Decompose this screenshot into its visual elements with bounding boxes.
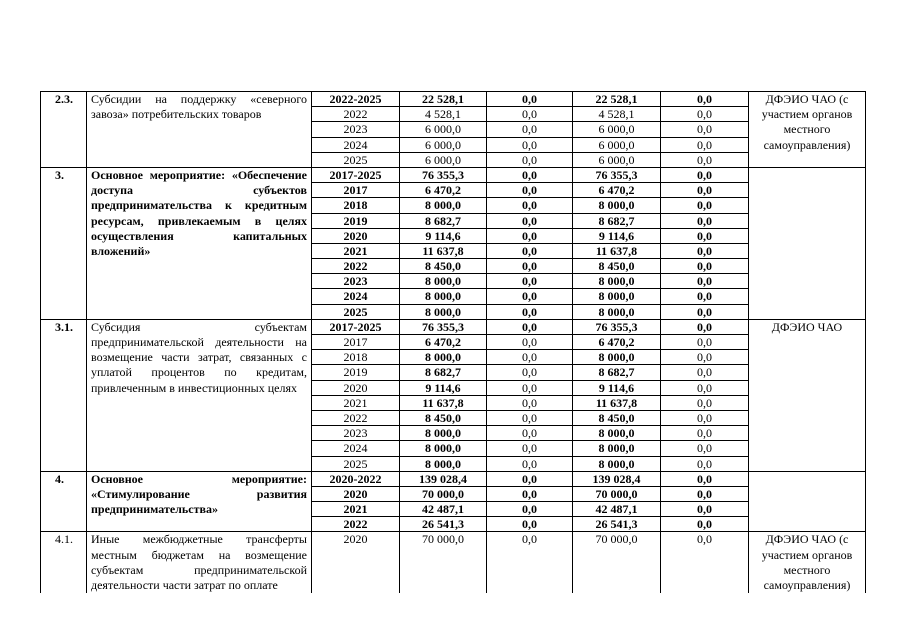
federal-value: 0,0 [487,213,573,228]
table-body [41,92,866,594]
year-cell: 2023 [312,274,400,289]
okrug-value: 8 682,7 [573,365,661,380]
federal-value: 0,0 [487,410,573,425]
year-cell: 2025 [312,456,400,471]
total-value: 139 028,4 [400,471,487,486]
year-cell: 2020-2022 [312,471,400,486]
total-value: 8 682,7 [400,365,487,380]
local-value: 0,0 [661,365,749,380]
local-value: 0,0 [661,213,749,228]
federal-value: 0,0 [487,228,573,243]
year-cell: 2022 [312,107,400,122]
local-value: 0,0 [661,532,749,593]
total-value: 4 528,1 [400,107,487,122]
okrug-value: 70 000,0 [573,486,661,501]
year-cell: 2023 [312,426,400,441]
year-cell: 2017-2025 [312,319,400,334]
federal-value: 0,0 [487,304,573,319]
okrug-value: 8 450,0 [573,259,661,274]
total-value: 22 528,1 [400,92,487,107]
total-value: 76 355,3 [400,319,487,334]
federal-value: 0,0 [487,259,573,274]
okrug-value: 42 487,1 [573,502,661,517]
total-value: 6 000,0 [400,152,487,167]
okrug-value: 8 000,0 [573,441,661,456]
okrug-value: 8 000,0 [573,426,661,441]
year-cell: 2021 [312,502,400,517]
local-value: 0,0 [661,395,749,410]
okrug-value: 8 000,0 [573,456,661,471]
item-description: Основное мероприятие: «Обеспечение доступа субъектов предпринимательства к кредитным ресурсам, привлекаемым в целях осуществления капитальных вложений» [87,167,312,319]
federal-value: 0,0 [487,471,573,486]
year-cell: 2024 [312,137,400,152]
total-value: 76 355,3 [400,167,487,182]
year-cell: 2020 [312,228,400,243]
local-value: 0,0 [661,471,749,486]
okrug-value: 4 528,1 [573,107,661,122]
federal-value: 0,0 [487,107,573,122]
total-value: 8 000,0 [400,304,487,319]
local-value: 0,0 [661,183,749,198]
okrug-value: 8 000,0 [573,304,661,319]
total-value: 6 470,2 [400,335,487,350]
federal-value: 0,0 [487,486,573,501]
year-cell: 2023 [312,122,400,137]
total-value: 8 000,0 [400,441,487,456]
federal-value: 0,0 [487,92,573,107]
year-cell: 2024 [312,441,400,456]
year-cell: 2019 [312,213,400,228]
total-value: 26 541,3 [400,517,487,532]
federal-value: 0,0 [487,122,573,137]
item-description: Основное мероприятие: «Стимулирование развития предпринимательства» [87,471,312,532]
item-description: Субсидии на поддержку «северного завоза» потребительских товаров [87,92,312,168]
year-cell: 2017-2025 [312,167,400,182]
total-value: 8 000,0 [400,274,487,289]
okrug-value: 9 114,6 [573,380,661,395]
total-value: 8 000,0 [400,456,487,471]
responsible-executor [749,167,866,319]
year-cell: 2025 [312,304,400,319]
okrug-value: 6 000,0 [573,122,661,137]
local-value: 0,0 [661,426,749,441]
local-value: 0,0 [661,304,749,319]
local-value: 0,0 [661,350,749,365]
item-description: Иные межбюджетные трансферты местным бюджетам на возмещение субъектам предпринимательской деятельности части затрат по оплате [87,532,312,593]
federal-value: 0,0 [487,441,573,456]
local-value: 0,0 [661,410,749,425]
federal-value: 0,0 [487,426,573,441]
federal-value: 0,0 [487,335,573,350]
okrug-value: 8 000,0 [573,289,661,304]
total-value: 42 487,1 [400,502,487,517]
local-value: 0,0 [661,441,749,456]
federal-value: 0,0 [487,532,573,593]
local-value: 0,0 [661,319,749,334]
item-number: 3.1. [41,319,87,471]
okrug-value: 8 000,0 [573,198,661,213]
total-value: 9 114,6 [400,228,487,243]
table-row [41,167,866,182]
table-row [41,471,866,486]
local-value: 0,0 [661,502,749,517]
okrug-value: 6 470,2 [573,183,661,198]
okrug-value: 26 541,3 [573,517,661,532]
total-value: 70 000,0 [400,532,487,593]
total-value: 6 000,0 [400,137,487,152]
total-value: 11 637,8 [400,395,487,410]
year-cell: 2019 [312,365,400,380]
table-row [41,532,866,593]
local-value: 0,0 [661,228,749,243]
year-cell: 2022-2025 [312,92,400,107]
item-description: Субсидия субъектам предпринимательской деятельности на возмещение части затрат, связанных с уплатой процентов по кредитам, привлеченным в инвестиционных целях [87,319,312,471]
okrug-value: 8 450,0 [573,410,661,425]
local-value: 0,0 [661,107,749,122]
okrug-value: 6 000,0 [573,137,661,152]
federal-value: 0,0 [487,243,573,258]
local-value: 0,0 [661,456,749,471]
okrug-value: 76 355,3 [573,319,661,334]
okrug-value: 8 682,7 [573,213,661,228]
total-value: 6 000,0 [400,122,487,137]
local-value: 0,0 [661,152,749,167]
federal-value: 0,0 [487,350,573,365]
total-value: 70 000,0 [400,486,487,501]
federal-value: 0,0 [487,137,573,152]
okrug-value: 8 000,0 [573,350,661,365]
year-cell: 2020 [312,380,400,395]
okrug-value: 8 000,0 [573,274,661,289]
federal-value: 0,0 [487,167,573,182]
year-cell: 2017 [312,335,400,350]
total-value: 8 682,7 [400,213,487,228]
local-value: 0,0 [661,167,749,182]
year-cell: 2022 [312,259,400,274]
year-cell: 2020 [312,486,400,501]
responsible-executor: ДФЭИО ЧАО (с участием органов местного самоуправления) [749,532,866,593]
federal-value: 0,0 [487,365,573,380]
year-cell: 2017 [312,183,400,198]
local-value: 0,0 [661,289,749,304]
local-value: 0,0 [661,517,749,532]
year-cell: 2025 [312,152,400,167]
table-row [41,92,866,107]
federal-value: 0,0 [487,289,573,304]
total-value: 8 450,0 [400,410,487,425]
total-value: 8 450,0 [400,259,487,274]
okrug-value: 9 114,6 [573,228,661,243]
year-cell: 2018 [312,198,400,213]
year-cell: 2020 [312,532,400,593]
responsible-executor: ДФЭИО ЧАО [749,319,866,471]
item-number: 4.1. [41,532,87,593]
local-value: 0,0 [661,243,749,258]
year-cell: 2021 [312,243,400,258]
local-value: 0,0 [661,137,749,152]
total-value: 9 114,6 [400,380,487,395]
okrug-value: 11 637,8 [573,243,661,258]
federal-value: 0,0 [487,319,573,334]
item-number: 2.3. [41,92,87,168]
table-row [41,319,866,334]
federal-value: 0,0 [487,274,573,289]
responsible-executor [749,471,866,532]
okrug-value: 139 028,4 [573,471,661,486]
year-cell: 2018 [312,350,400,365]
total-value: 8 000,0 [400,426,487,441]
federal-value: 0,0 [487,517,573,532]
federal-value: 0,0 [487,380,573,395]
total-value: 8 000,0 [400,289,487,304]
local-value: 0,0 [661,335,749,350]
federal-value: 0,0 [487,198,573,213]
budget-table [40,91,866,593]
local-value: 0,0 [661,274,749,289]
okrug-value: 76 355,3 [573,167,661,182]
total-value: 8 000,0 [400,350,487,365]
total-value: 8 000,0 [400,198,487,213]
year-cell: 2022 [312,517,400,532]
okrug-value: 6 470,2 [573,335,661,350]
okrug-value: 6 000,0 [573,152,661,167]
federal-value: 0,0 [487,456,573,471]
local-value: 0,0 [661,486,749,501]
okrug-value: 22 528,1 [573,92,661,107]
federal-value: 0,0 [487,395,573,410]
year-cell: 2024 [312,289,400,304]
local-value: 0,0 [661,92,749,107]
local-value: 0,0 [661,259,749,274]
total-value: 6 470,2 [400,183,487,198]
year-cell: 2022 [312,410,400,425]
item-number: 3. [41,167,87,319]
responsible-executor: ДФЭИО ЧАО (с участием органов местного самоуправления) [749,92,866,168]
local-value: 0,0 [661,380,749,395]
item-number: 4. [41,471,87,532]
okrug-value: 70 000,0 [573,532,661,593]
federal-value: 0,0 [487,502,573,517]
federal-value: 0,0 [487,152,573,167]
local-value: 0,0 [661,122,749,137]
okrug-value: 11 637,8 [573,395,661,410]
year-cell: 2021 [312,395,400,410]
total-value: 11 637,8 [400,243,487,258]
local-value: 0,0 [661,198,749,213]
federal-value: 0,0 [487,183,573,198]
